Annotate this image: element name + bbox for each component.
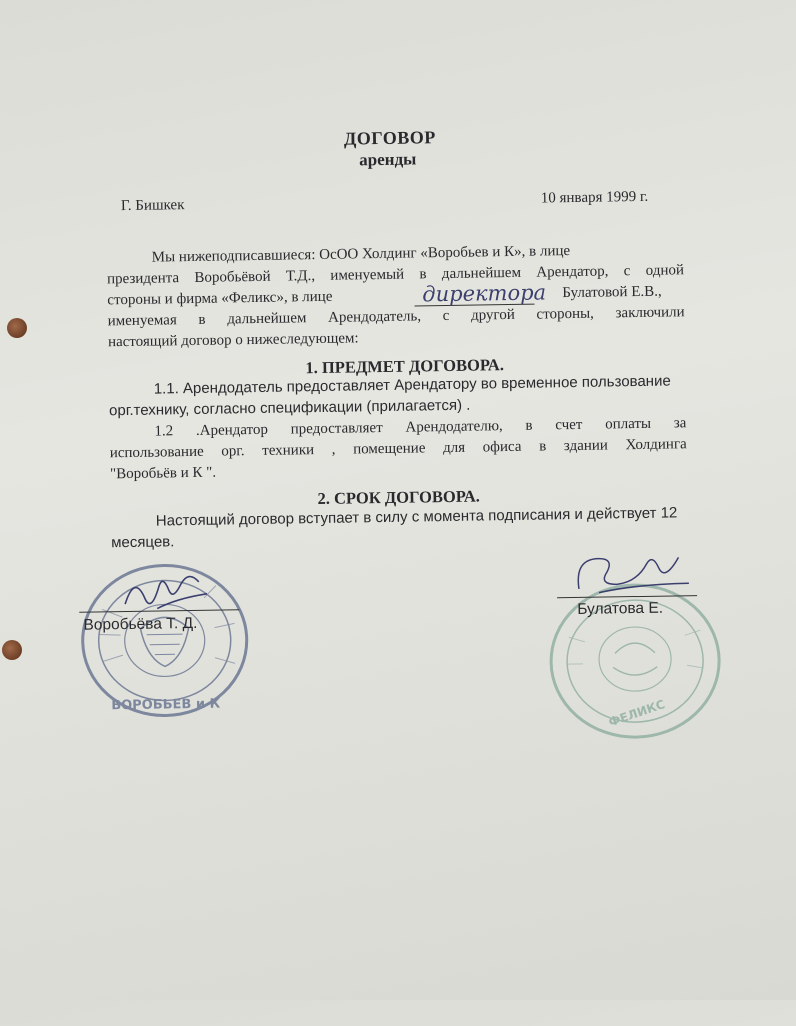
document-title: ДОГОВОР	[344, 127, 436, 149]
date: 10 января 1999 г.	[541, 189, 649, 208]
svg-text:ВОРОБЬЕВ и К: ВОРОБЬЕВ и К	[111, 697, 221, 714]
svg-text:директора: директора	[422, 280, 546, 306]
section-1-p2-line-3: "Воробьёв и К ".	[110, 465, 216, 484]
right-signatory-name: Булатова Е.	[577, 600, 663, 619]
svg-text:ФЕЛИКС: ФЕЛИКС	[607, 697, 667, 729]
section-1-p2-line-2: использование орг. техники , помещение для офиса в здании Холдинга	[110, 436, 687, 462]
section-1-heading: 1. ПРЕДМЕТ ДОГОВОРА.	[305, 355, 504, 378]
intro-line-2: президента Воробьёвой Т.Д., именуемый в дальнейшем Арендатор, с одной	[107, 262, 684, 288]
section-1-p2-line-1: 1.2 .Арендатор предоставляет Арендодателю, в счет оплаты за	[154, 415, 686, 440]
intro-line-3: стороны и фирма «Феликс», в лице	[107, 289, 332, 310]
section-1-p1-line-2: орг.технику, согласно спецификации (прилагается) .	[109, 397, 471, 420]
left-signatory-name: Воробьёва Т. Д.	[83, 615, 197, 635]
section-2-p1-line-2: месяцев.	[111, 533, 174, 551]
section-2-p1-line-1: Настоящий договор вступает в силу с момента подписания и действует 12	[156, 504, 678, 529]
intro-line-4: именуемая в дальнейшем Арендодатель, с другой стороны, заключили	[108, 304, 685, 330]
handwritten-position	[422, 274, 533, 312]
intro-line-5: настоящий договор о нижеследующем:	[108, 330, 359, 351]
document-sheet	[0, 14, 796, 1026]
section-2-heading: 2. СРОК ДОГОВОРА.	[317, 486, 480, 509]
document-subtitle: аренды	[359, 149, 416, 170]
section-1-p1-line-1: 1.1. Арендодатель предоставляет Арендатору во временное пользование	[154, 372, 671, 397]
intro-line-3-end: Булатовой Е.В.,	[562, 284, 662, 303]
city: Г. Бишкек	[121, 197, 185, 215]
intro-line-1: Мы нижеподписавшиеся: ОсОО Холдинг «Воробьев и К», в лице	[152, 243, 571, 267]
